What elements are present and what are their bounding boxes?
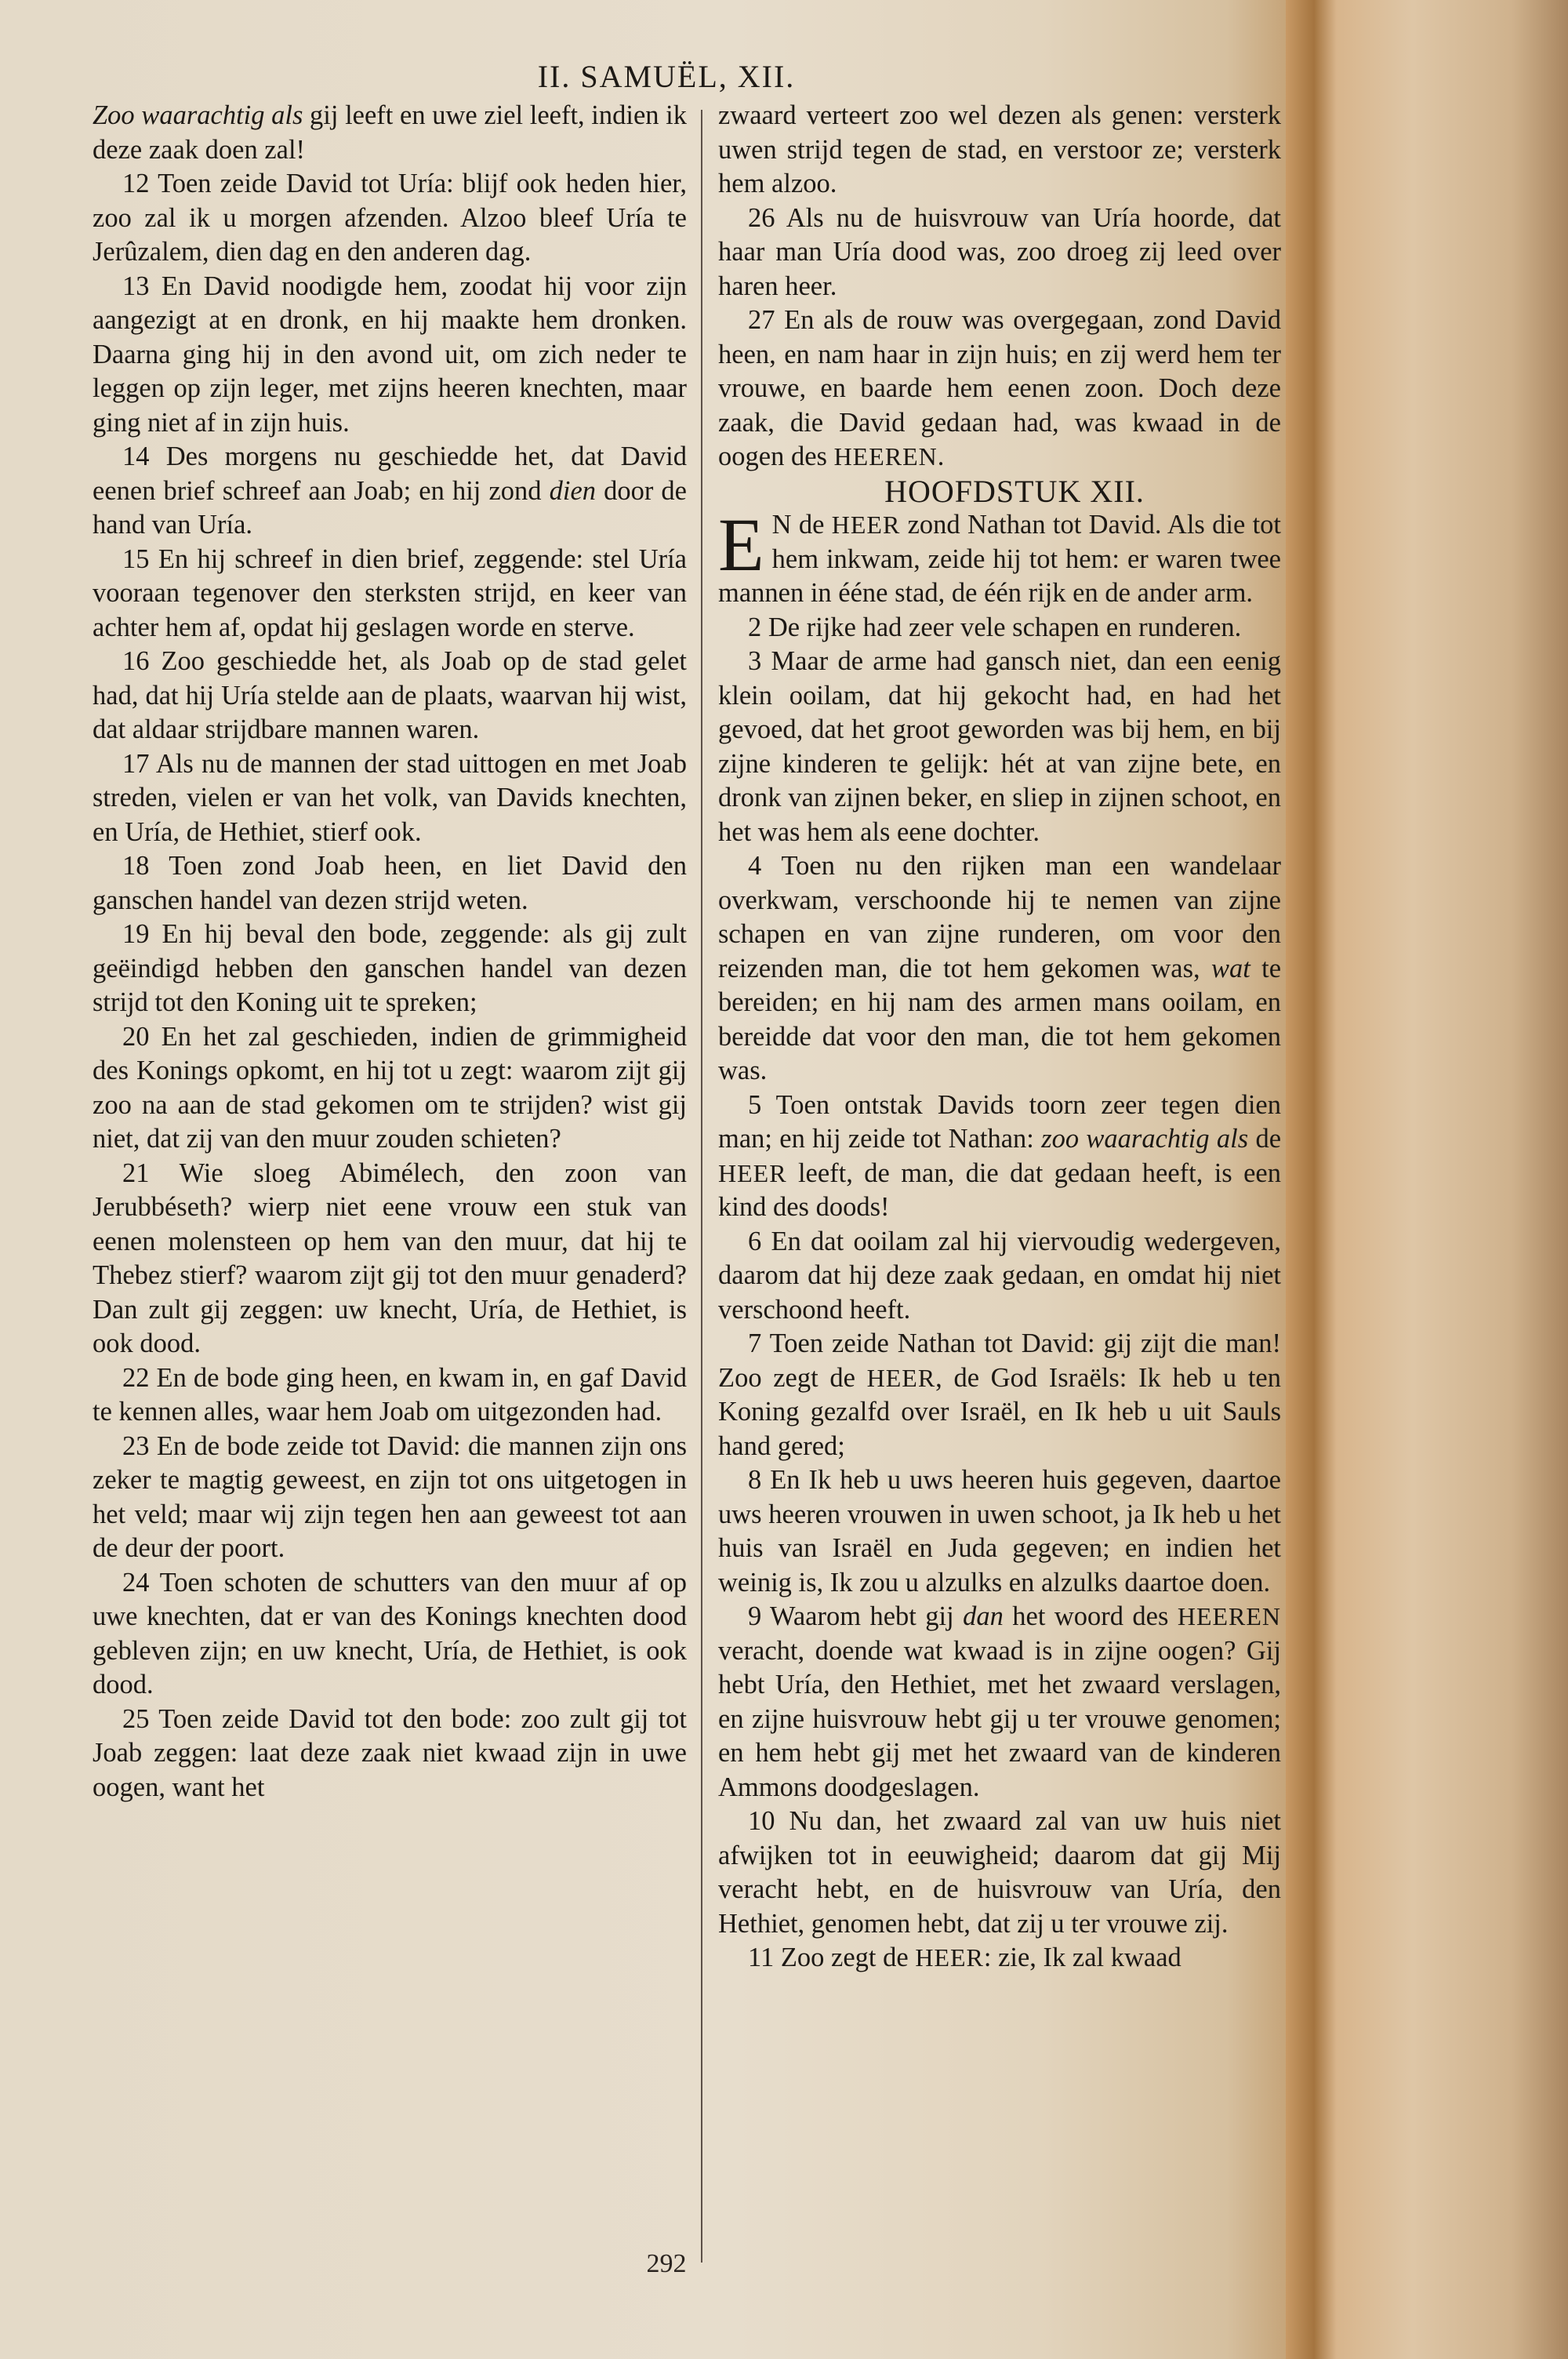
verse-12: 12 Toen zeide David tot Uría: blijf ook heden hier, zoo zal ik u morgen afzenden. Alzoo bleef Uría te Jerûzalem, dien dag en den anderen dag. [93,169,687,267]
facing-page-blur [1325,97,1568,199]
verse-23: 23 En de bode zeide tot David: die mannen zijn ons zeker te magtig geweest, en zijn tot ons uitgetogen in het veld; maar wij zijn tegen hen aan geweest tot aan de deur der poort. [93,1430,687,1563]
verse-18: 18 Toen zond Joab heen, en liet David den ganschen handel van dezen strijd weten. [93,851,687,915]
page-number: 292 [646,2249,687,2278]
running-header: II. SAMUËL, XII. [537,59,796,94]
verse-10: 10 Nu dan, het zwaard zal van uw huis niet afwijken tot in eeuwigheid; daarom dat gij Mij veracht hebt, en de huisvrouw van Uría, den Hethiet, genomen hebt, dat zij u ter vrouwe zij. [718,1806,1281,1939]
verse-22: 22 En de bode ging heen, en kwam in, en gaf David te kennen alles, waar hem Joab om uitgezonden had. [93,1362,687,1427]
verse-11: 11 Zoo zegt de HEER: zie, Ik zal kwaad [748,1943,1181,1972]
verse-4: 4 Toen nu den rijken man een wandelaar overkwam, verschoonde hij te nemen van zijne schapen en van zijne runderen, om voor den reizenden man, die tot hem gekomen was, wat te bereiden; en hij nam des armen mans ooilam, en bereidde dat voor den man, die tot hem gekomen was. [718,851,1282,1085]
right-column [718,99,1281,1976]
verse-3: 3 Maar de arme had gansch niet, dan een eenig klein ooilam, dat hij gekocht had, en had het gevoed, dat het groot geworden was bij hem, en bij zijne kinderen te gelijk: hét at van zijne bete, en dronk van zijnen beker, en sliep in zijnen schoot, en het was hem als eene dochter. [718,646,1281,847]
facing-page-text [1303,31,1568,2353]
drop-cap: E [718,503,764,587]
verse-8: 8 En Ik heb u uws heeren huis gegeven, daartoe uws heeren vrouwen in uwen schoot, ja Ik heb u het huis van Israël en Juda gegeven; en indien het weinig is, Ik zou u alzulks en alzulks daartoe doen. [718,1465,1281,1598]
verse-7: 7 Toen zeide Nathan tot David: gij zijt die man! Zoo zegt de HEER, de God Israëls: Ik heb u ten Koning gezalfd over Israël, en Ik heb u uit Sauls hand gered; [718,1329,1281,1461]
verse-6: 6 En dat ooilam zal hij viervoudig wedergeven, daarom dat hij deze zaak gedaan, en omdat hij niet verschoond heeft. [718,1226,1281,1325]
verse-9: 9 Waarom hebt gij dan het woord des HEEREN veracht, doende wat kwaad is in zijne oogen? Gij hebt Uría, den Hethiet, met het zwaard verslagen, en zijne huisvrouw hebt gij u ter vrouwe genomen; en hem hebt gij met het zwaard van de kinderen Ammons doodgeslagen. [718,1601,1282,1802]
verse-19: 19 En hij beval den bode, zeggende: als gij zult geëindigd hebben den ganschen handel van dezen strijd tot den Koning uit te spreken; [93,919,687,1017]
column-divider [701,110,702,2263]
verse-15: 15 En hij schreef in dien brief, zeggende: stel Uría vooraan tegenover den sterksten strijd, en keer van achter hem af, opdat hij geslagen worde en sterve. [93,543,687,642]
verse-5: 5 Toen ontstak Davids toorn zeer tegen dien man; en hij zeide tot Nathan: zoo waarachtig als de HEER leeft, de man, die dat gedaan heeft, is een kind des doods! [718,1089,1282,1222]
verse-16: 16 Zoo geschiedde het, als Joab op de stad gelet had, dat hij Uría stelde aan de plaats, waarvan hij wist, dat aldaar strijdbare mannen waren. [93,646,687,744]
verse-21: 21 Wie sloeg Abimélech, den zoon van Jerubbéseth? wierp niet eene vrouw een stuk van eenen molensteen op hem van den muur, dat hij te Thebez stierf? waarom zijt gij tot den muur genaderd? Dan zult gij zeggen: uw knecht, Uría, de Hethiet, is ook dood. [93,1158,687,1358]
verse-11-end: Zoo waarachtig als gij leeft en uwe ziel leeft, indien ik deze zaak doen zal! [93,100,688,165]
verse-26: 26 Als nu de huisvrouw van Uría hoorde, dat haar man Uría dood was, zoo droeg zij leed over haren heer. [718,202,1281,301]
verse-14: 14 Des morgens nu geschiedde het, dat David eenen brief schreef aan Joab; en hij zond dien door de hand van Uría. [93,442,687,540]
verse-20: 20 En het zal geschieden, indien de grimmigheid des Konings opkomt, en hij tot u zegt: waarom zijt gij zoo na aan de stad gekomen om te strijden? wist gij niet, dat zij van den muur zouden schieten? [93,1021,687,1154]
left-column [93,99,687,1805]
chapter-heading: HOOFDSTUK XII. [884,473,1145,509]
verse-13: 13 En David noodigde hem, zoodat hij voor zijn aangezigt at en dronk, en hij maakte hem dronken. Daarna ging hij in den avond uit, om zich neder te leggen op zijn leger, met zijns heeren knechten, maar ging niet af in zijn huis. [93,271,687,438]
verse-27: 27 En als de rouw was overgegaan, zond David heen, en nam haar in zijn huis; en zij werd hem ter vrouwe, en baarde hem eenen zoon. Doch deze zaak, die David gedaan had, was kwaad in de oogen des HEEREN. [718,305,1281,471]
verse-2: 2 De rijke had zeer vele schapen en runderen. [748,612,1242,642]
verse-25: 25 Toen zeide David tot den bode: zoo zult gij tot Joab zeggen: laat deze zaak niet kwaad zijn in uwe oogen, want het [93,1703,687,1802]
verse-25-end: zwaard verteert zoo wel dezen als genen: versterk uwen strijd tegen de stad, en verstoor ze; versterk hem alzoo. [718,100,1281,198]
verse-24: 24 Toen schoten de schutters van den muur af op uwe knechten, dat er van des Konings knechten dood gebleven zijn; en uw knecht, Uría, de Hethiet, is ook dood. [93,1567,687,1699]
verse-1: E N de HEER zond Nathan tot David. Als die tot hem inkwam, zeide hij tot hem: er waren twee mannen in ééne stad, de één rijk en de ander arm. [718,503,1282,608]
verse-17: 17 Als nu de mannen der stad uittogen en met Joab streden, vielen er van het volk, van Davids knechten, en Uría, de Hethiet, stierf ook. [93,748,687,847]
